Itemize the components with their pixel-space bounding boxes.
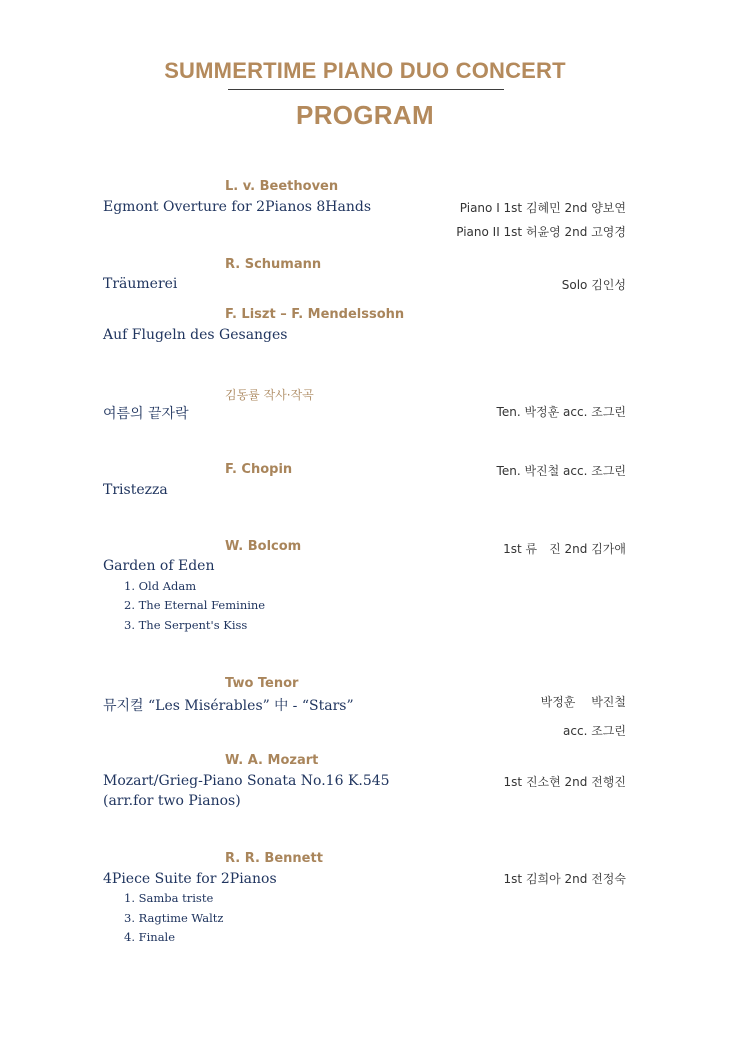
- work-title: 4Piece Suite for 2Pianos: [103, 871, 277, 887]
- performer-line: Ten. 박정훈 acc. 조그린: [496, 405, 626, 419]
- work-title: Auf Flugeln des Gesanges: [103, 327, 288, 343]
- movement-item: 1. Old Adam: [124, 579, 197, 593]
- composer-name: 김동률 작사·작곡: [225, 388, 314, 402]
- work-title: 뮤지컬 “Les Misérables” 中 - “Stars”: [103, 698, 354, 714]
- movement-item: 2. The Eternal Feminine: [124, 598, 266, 612]
- composer-name: W. A. Mozart: [225, 753, 319, 768]
- work-title: Garden of Eden: [103, 558, 215, 574]
- work-title: Mozart/Grieg-Piano Sonata No.16 K.545: [103, 773, 390, 789]
- work-title: Egmont Overture for 2Pianos 8Hands: [103, 199, 372, 215]
- program-heading: PROGRAM: [296, 100, 434, 130]
- movement-item: 4. Finale: [124, 930, 176, 944]
- composer-name: F. Chopin: [225, 462, 293, 477]
- composer-name: Two Tenor: [225, 676, 299, 691]
- title-divider: [228, 89, 504, 90]
- performer-line: 1st 김희아 2nd 전정숙: [503, 872, 626, 886]
- composer-name: R. Schumann: [225, 257, 322, 272]
- performer-line: Piano I 1st 김혜민 2nd 양보연: [459, 201, 626, 215]
- work-title: Tristezza: [103, 482, 168, 498]
- work-title: 여름의 끝자락: [103, 406, 189, 422]
- performer-line: Solo 김인성: [561, 278, 626, 292]
- concert-title: SUMMERTIME PIANO DUO CONCERT: [164, 58, 566, 83]
- work-title: Träumerei: [103, 276, 178, 292]
- performer-line: Ten. 박진철 acc. 조그린: [496, 464, 626, 478]
- movement-item: 1. Samba triste: [124, 891, 214, 905]
- performer-line: 박정훈 박진철: [540, 695, 626, 709]
- movement-item: 3. Ragtime Waltz: [124, 911, 224, 925]
- movement-item: 3. The Serpent's Kiss: [124, 618, 248, 632]
- performer-line: 1st 진소현 2nd 전행진: [503, 775, 626, 789]
- composer-name: W. Bolcom: [225, 539, 302, 554]
- composer-name: L. v. Beethoven: [225, 179, 339, 194]
- composer-name: R. R. Bennett: [225, 851, 323, 866]
- composer-name: F. Liszt – F. Mendelssohn: [225, 307, 405, 322]
- performer-line: acc. 조그린: [563, 724, 626, 738]
- work-title-continued: (arr.for two Pianos): [103, 793, 241, 809]
- performer-line: 1st 류 진 2nd 김가애: [503, 542, 626, 556]
- performer-line: Piano II 1st 허윤영 2nd 고영경: [456, 225, 626, 239]
